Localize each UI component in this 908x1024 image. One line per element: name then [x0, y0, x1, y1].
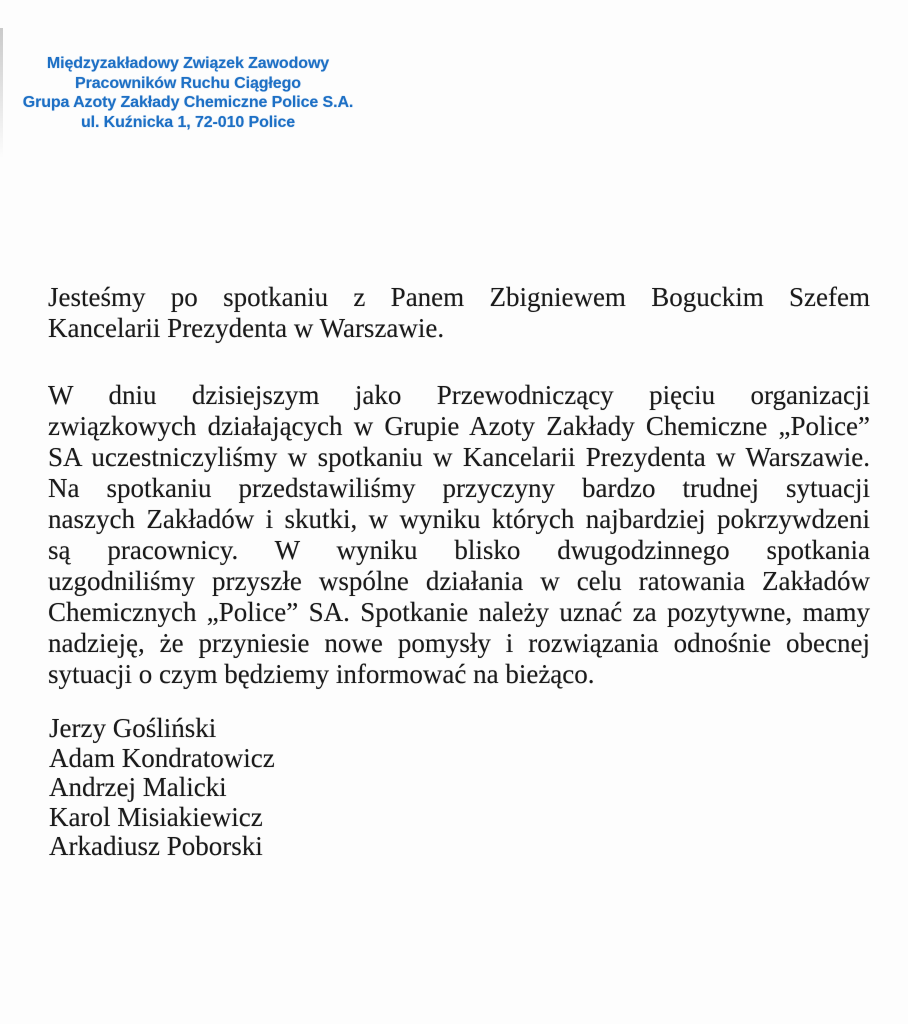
- signature-name: Andrzej Malicki: [49, 772, 227, 802]
- body-line: sytuacji o czym będziemy informować na bieżąco.: [48, 659, 595, 689]
- body-line: są pracownicy. W wyniku blisko dwugodzinnego spotkania: [48, 535, 870, 565]
- body-line: naszych Zakładów i skutki, w wyniku których najbardziej pokrzywdzeni: [48, 504, 870, 534]
- letterhead-org-line-1: Międzyzakładowy Związek Zawodowy: [46, 55, 330, 72]
- signature-name: Karol Misiakiewicz: [49, 801, 263, 832]
- body-line: SA uczestniczyliśmy w spotkaniu w Kancelarii Prezydenta w Warszawie.: [48, 442, 870, 472]
- paragraph-1: [48, 282, 870, 344]
- signature-name: Jerzy Gośliński: [49, 713, 217, 743]
- body-line: Na spotkaniu przedstawiliśmy przyczyny bardzo trudnej sytuacji: [48, 473, 870, 503]
- body-line: związkowych działających w Grupie Azoty Zakłady Chemiczne „Police”: [48, 411, 870, 441]
- body-line: nadzieję, że przyniesie nowe pomysły i rozwiązania odnośnie obecnej: [48, 628, 870, 658]
- letterhead-company-line: Grupa Azoty Zakłady Chemiczne Police S.A.: [22, 94, 354, 111]
- letterhead-org-line-2: Pracowników Ruchu Ciągłego: [75, 74, 301, 92]
- letterhead-address-line: ul. Kuźnicka 1, 72-010 Police: [80, 113, 296, 131]
- body-line: Jesteśmy po spotkaniu z Panem Zbigniewem Boguckim Szefem: [48, 282, 870, 312]
- letterhead-stamp: [16, 54, 360, 132]
- scan-edge-artifact: [0, 28, 3, 158]
- body-line: W dniu dzisiejszym jako Przewodniczący pięciu organizacji: [48, 380, 870, 410]
- paragraph-2: [48, 380, 870, 690]
- body-line: uzgodniliśmy przyszłe wspólne działania w celu ratowania Zakładów: [48, 566, 870, 596]
- signature-name: Adam Kondratowicz: [49, 742, 275, 773]
- signature-list: [49, 714, 549, 862]
- body-line: Chemicznych „Police” SA. Spotkanie należy uznać za pozytywne, mamy: [48, 597, 870, 627]
- body-line: Kancelarii Prezydenta w Warszawie.: [48, 313, 445, 343]
- signature-name: Arkadiusz Poborski: [49, 831, 263, 861]
